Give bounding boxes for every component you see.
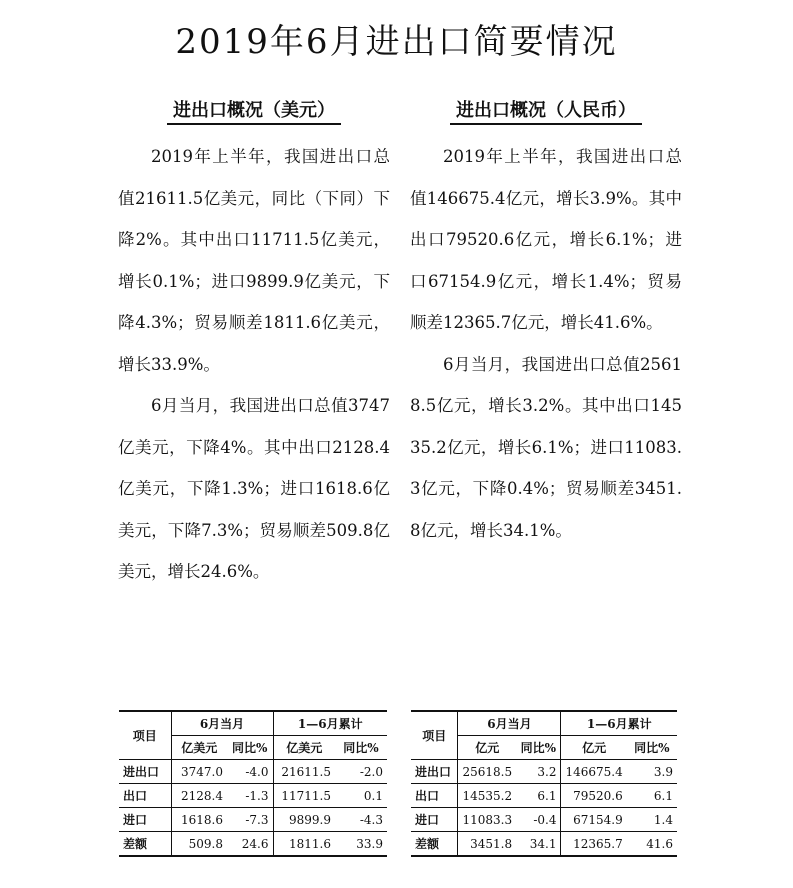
cell-value: 3451.8 — [458, 832, 516, 857]
cell-value: 1618.6 — [171, 808, 227, 832]
cell-value: 11083.3 — [458, 808, 516, 832]
cell-yoy: -2.0 — [335, 760, 387, 784]
cell-value: 509.8 — [171, 832, 227, 857]
row-label: 差额 — [119, 832, 171, 857]
rmb-heading — [410, 96, 682, 136]
cell-yoy: -4.3 — [335, 808, 387, 832]
table-row — [411, 808, 677, 832]
cell-yoy: -1.3 — [227, 784, 273, 808]
cell-value: 12365.7 — [561, 832, 627, 857]
cell-value: 2128.4 — [171, 784, 227, 808]
cell-value: 14535.2 — [458, 784, 516, 808]
col-item-header: 项目 — [411, 711, 458, 760]
row-label: 进出口 — [119, 760, 171, 784]
usd-paragraph-june: 6月当月，我国进出口总值3747亿美元，下降4%。其中出口2128.4亿美元，下降1.3%；进口1618.6亿美元，下降7.3%；贸易顺差509.8亿美元，增长24.6%。 — [118, 396, 390, 581]
table-row — [411, 760, 677, 784]
cell-value: 21611.5 — [273, 760, 335, 784]
yoy-header: 同比% — [516, 736, 561, 760]
table-row — [119, 832, 387, 857]
table-row — [119, 808, 387, 832]
cell-value: 3747.0 — [171, 760, 227, 784]
cell-value: 1811.6 — [273, 832, 335, 857]
cell-yoy: 1.4 — [627, 808, 677, 832]
cell-yoy: -7.3 — [227, 808, 273, 832]
rmb-paragraph-halfyear: 2019年上半年，我国进出口总值146675.4亿元，增长3.9%。其中出口79520.6亿元，增长6.1%；进口67154.9亿元，增长1.4%；贸易顺差12365.7亿元，增长41.6%。 — [410, 147, 682, 332]
usd-heading-text: 进出口概况（美元） — [173, 100, 335, 121]
page-title: 2019年6月进出口简要情况 — [175, 22, 618, 62]
unit-header: 亿美元 — [273, 736, 335, 760]
usd-section — [118, 96, 390, 593]
cell-value: 11711.5 — [273, 784, 335, 808]
table-row — [411, 832, 677, 857]
group-cumulative-header: 1—6月累计 — [561, 711, 677, 736]
table-row — [119, 784, 387, 808]
heading-underline — [167, 123, 341, 125]
unit-header: 亿元 — [458, 736, 516, 760]
cell-yoy: 34.1 — [516, 832, 561, 857]
cell-value: 67154.9 — [561, 808, 627, 832]
group-june-header: 6月当月 — [458, 711, 561, 736]
table-row — [119, 760, 387, 784]
row-label: 差额 — [411, 832, 458, 857]
cell-yoy: 24.6 — [227, 832, 273, 857]
usd-paragraph-halfyear: 2019年上半年，我国进出口总值21611.5亿美元，同比（下同）下降2%。其中出口11711.5亿美元，增长0.1%；进口9899.9亿美元，下降4.3%；贸易顺差1811.6亿美元，增长33.9%。 — [118, 147, 390, 374]
cell-yoy: 41.6 — [627, 832, 677, 857]
cell-yoy: 33.9 — [335, 832, 387, 857]
yoy-header: 同比% — [335, 736, 387, 760]
yoy-header: 同比% — [627, 736, 677, 760]
usd-summary-table — [119, 710, 387, 857]
row-label: 进口 — [119, 808, 171, 832]
heading-underline — [450, 123, 642, 125]
row-label: 进出口 — [411, 760, 458, 784]
cell-value: 79520.6 — [561, 784, 627, 808]
unit-header: 亿美元 — [171, 736, 227, 760]
rmb-heading-text: 进出口概况（人民币） — [456, 100, 636, 121]
row-label: 进口 — [411, 808, 458, 832]
rmb-section — [410, 96, 682, 551]
rmb-paragraph-june: 6月当月，我国进出口总值25618.5亿元，增长3.2%。其中出口14535.2亿元，增长6.1%；进口11083.3亿元，下降0.4%；贸易顺差3451.8亿元，增长34.1%。 — [410, 354, 682, 540]
cell-yoy: 6.1 — [627, 784, 677, 808]
cell-yoy: 6.1 — [516, 784, 561, 808]
usd-heading — [118, 96, 390, 136]
row-label: 出口 — [119, 784, 171, 808]
unit-header: 亿元 — [561, 736, 627, 760]
cell-value: 25618.5 — [458, 760, 516, 784]
table-row — [411, 784, 677, 808]
cell-yoy: -0.4 — [516, 808, 561, 832]
cell-value: 9899.9 — [273, 808, 335, 832]
group-cumulative-header: 1—6月累计 — [273, 711, 387, 736]
col-item-header: 项目 — [119, 711, 171, 760]
row-label: 出口 — [411, 784, 458, 808]
yoy-header: 同比% — [227, 736, 273, 760]
group-june-header: 6月当月 — [171, 711, 273, 736]
cell-yoy: 0.1 — [335, 784, 387, 808]
cell-value: 146675.4 — [561, 760, 627, 784]
cell-yoy: -4.0 — [227, 760, 273, 784]
cell-yoy: 3.2 — [516, 760, 561, 784]
cell-yoy: 3.9 — [627, 760, 677, 784]
rmb-summary-table — [411, 710, 677, 857]
